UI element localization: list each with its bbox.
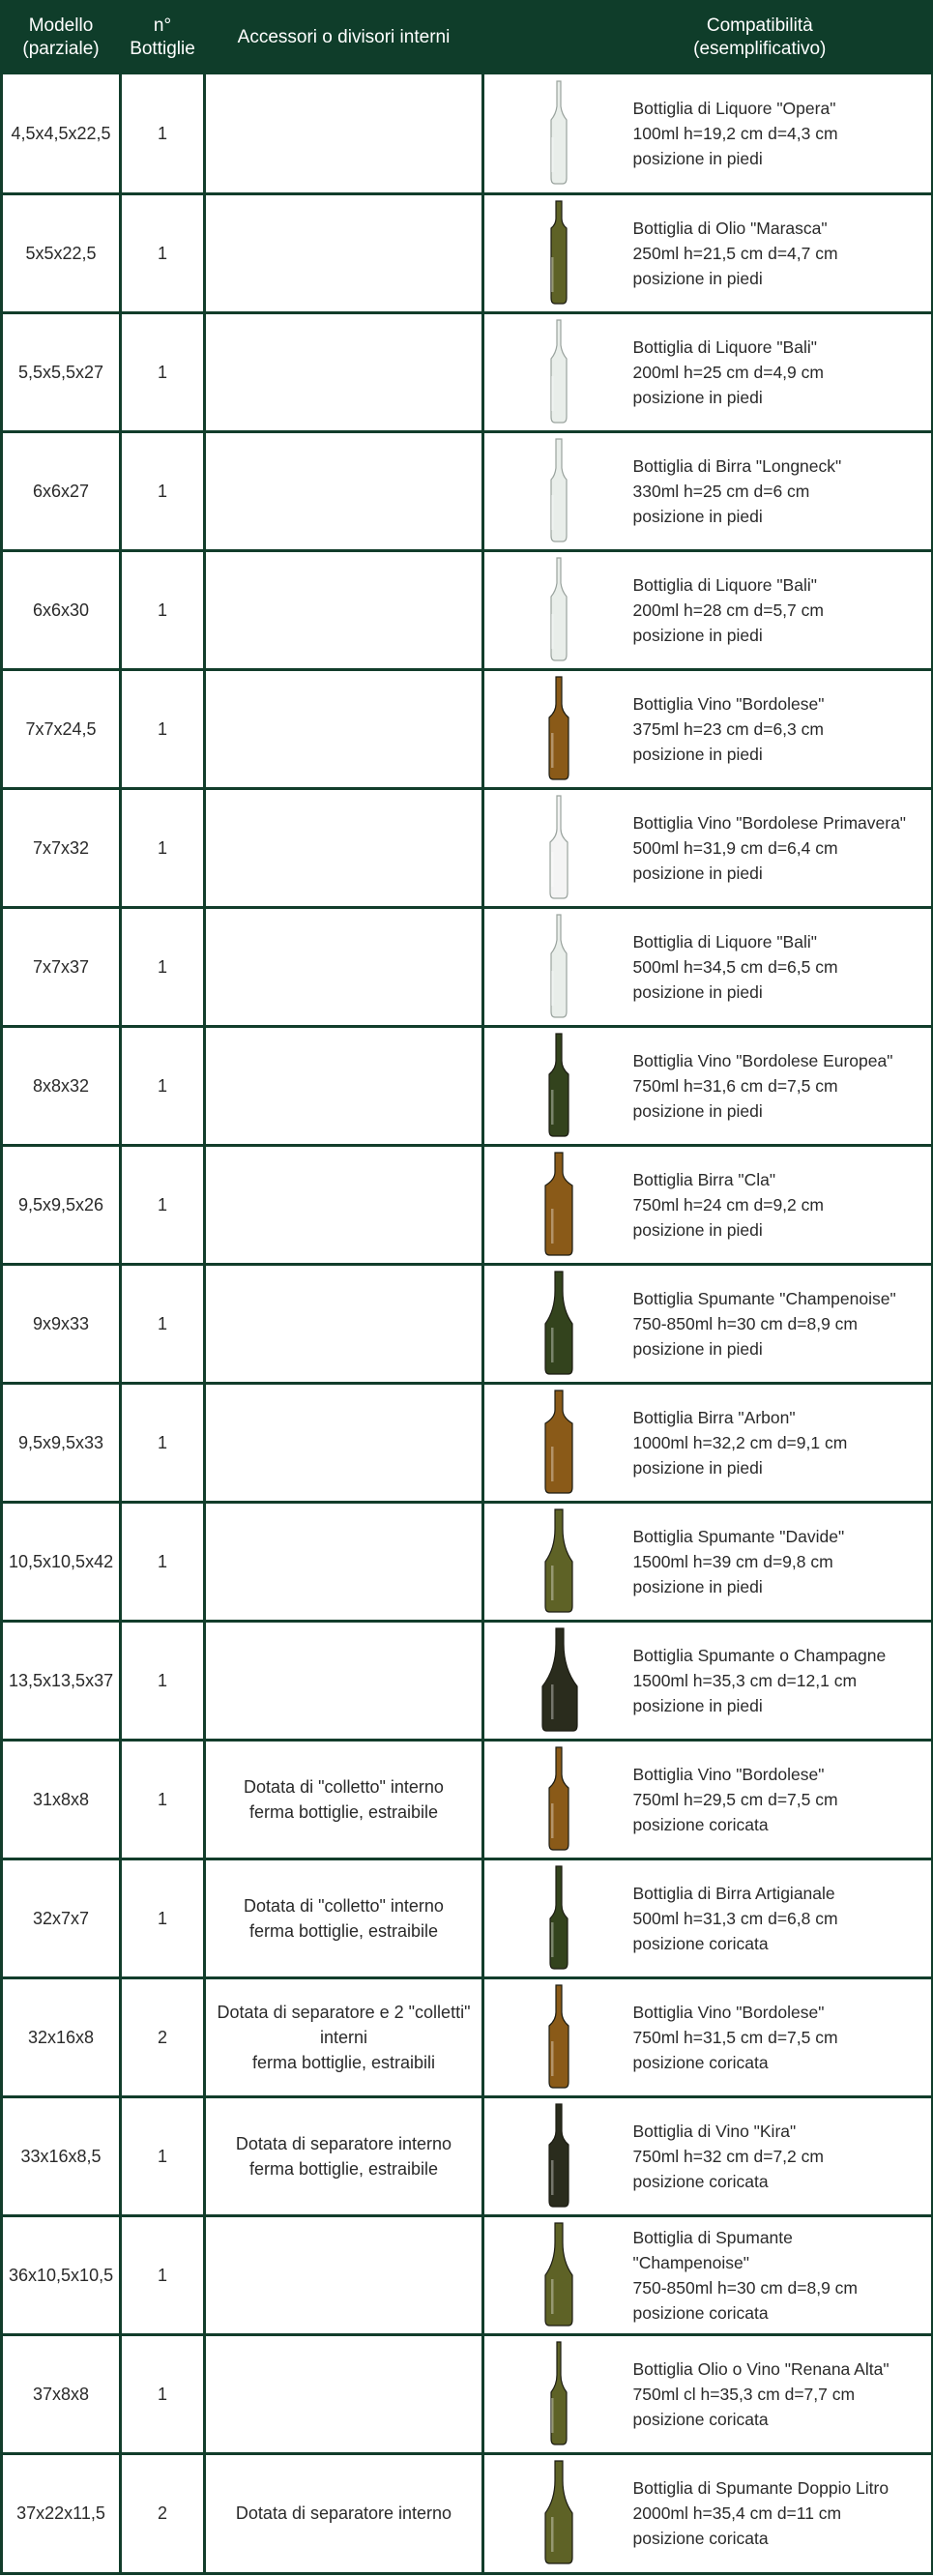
compatibility-description: Bottiglia Vino "Bordolese Primavera" 500ml h=31,9 cm d=6,4 cm posizione in piedi [633, 788, 933, 907]
table-row [2, 74, 933, 193]
craft-beer-bottle-icon [538, 1864, 580, 1973]
count-cell: 1 [121, 1621, 205, 1740]
count-cell: 1 [121, 312, 205, 431]
model-cell: 31x8x8 [2, 1740, 121, 1859]
table-row [2, 669, 933, 788]
table-row [2, 550, 933, 669]
sparkling-bottle-icon [538, 1508, 580, 1616]
compatibility-description: Bottiglia Vino "Bordolese" 750ml h=31,5 cm d=7,5 cm posizione coricata [633, 1977, 933, 2096]
model-cell: 9,5x9,5x26 [2, 1145, 121, 1264]
compatibility-description: Bottiglia di Spumante Doppio Litro 2000ml h=35,4 cm d=11 cm posizione coricata [633, 2453, 933, 2573]
accessories-cell [205, 788, 483, 907]
model-cell: 5x5x22,5 [2, 193, 121, 312]
accessories-cell [205, 550, 483, 669]
accessories-cell: Dotata di separatore e 2 "colletti" interni ferma bottiglie, estraibili [205, 1977, 483, 2096]
bottle-image-cell [483, 74, 633, 193]
accessories-cell [205, 312, 483, 431]
accessories-cell [205, 1383, 483, 1502]
bottle-image-cell [483, 312, 633, 431]
compatibility-description: Bottiglia di Birra "Longneck" 330ml h=25 cm d=6 cm posizione in piedi [633, 431, 933, 550]
table-row [2, 312, 933, 431]
count-cell: 1 [121, 1145, 205, 1264]
table-row [2, 1264, 933, 1383]
accessories-cell [205, 1621, 483, 1740]
table-row [2, 193, 933, 312]
accessories-cell [205, 907, 483, 1026]
champagne-bottle-icon [538, 1626, 580, 1735]
table-row [2, 1740, 933, 1859]
bottle-image-cell [483, 1026, 633, 1145]
bottle-image-cell [483, 1383, 633, 1502]
accessories-cell [205, 431, 483, 550]
compatibility-description: Bottiglia Olio o Vino "Renana Alta" 750ml cl h=35,3 cm d=7,7 cm posizione coricata [633, 2334, 933, 2453]
sparkling-bottle-icon [538, 2459, 580, 2567]
model-cell: 13,5x13,5x37 [2, 1621, 121, 1740]
bottle-image-cell [483, 1502, 633, 1621]
tall-wine-bottle-icon [538, 2340, 580, 2448]
bottle-image-cell [483, 788, 633, 907]
clear-liquor-bottle-icon [538, 79, 580, 188]
accessories-cell [205, 1264, 483, 1383]
compatibility-description: Bottiglia di Liquore "Bali" 500ml h=34,5 cm d=6,5 cm posizione in piedi [633, 907, 933, 1026]
header-model: Modello (parziale) [2, 0, 121, 74]
model-cell: 6x6x27 [2, 431, 121, 550]
model-cell: 7x7x24,5 [2, 669, 121, 788]
table-row [2, 2334, 933, 2453]
compatibility-description: Bottiglia di Liquore "Bali" 200ml h=25 cm d=4,9 cm posizione in piedi [633, 312, 933, 431]
bottle-image-cell [483, 1977, 633, 2096]
table-row [2, 1383, 933, 1502]
bottle-image-cell [483, 550, 633, 669]
accessories-cell: Dotata di separatore interno ferma bottiglie, estraibile [205, 2096, 483, 2215]
count-cell: 1 [121, 2215, 205, 2334]
beer-bottle-icon [538, 1151, 580, 1259]
wine-bottle-icon [538, 1983, 580, 2092]
count-cell: 1 [121, 1264, 205, 1383]
model-cell: 37x8x8 [2, 2334, 121, 2453]
header-compatibility: Compatibilità (esemplificativo) [483, 0, 933, 74]
beer-bottle-icon [538, 1389, 580, 1497]
table-header [2, 0, 933, 74]
model-cell: 7x7x37 [2, 907, 121, 1026]
compatibility-description: Bottiglia Vino "Bordolese Europea" 750ml h=31,6 cm d=7,5 cm posizione in piedi [633, 1026, 933, 1145]
model-cell: 5,5x5,5x27 [2, 312, 121, 431]
count-cell: 1 [121, 193, 205, 312]
model-cell: 6x6x30 [2, 550, 121, 669]
table-row [2, 907, 933, 1026]
table-row [2, 1145, 933, 1264]
accessories-cell [205, 74, 483, 193]
count-cell: 2 [121, 1977, 205, 2096]
count-cell: 1 [121, 74, 205, 193]
table-row [2, 1026, 933, 1145]
wine-bottle-icon [538, 1032, 580, 1140]
count-cell: 1 [121, 1026, 205, 1145]
table-row [2, 2096, 933, 2215]
accessories-cell [205, 1026, 483, 1145]
accessories-cell [205, 193, 483, 312]
count-cell: 1 [121, 550, 205, 669]
compatibility-description: Bottiglia Spumante o Champagne 1500ml h=35,3 cm d=12,1 cm posizione in piedi [633, 1621, 933, 1740]
table-row [2, 1977, 933, 2096]
count-cell: 1 [121, 2096, 205, 2215]
wine-bottle-icon [538, 675, 580, 783]
model-cell: 4,5x4,5x22,5 [2, 74, 121, 193]
count-cell: 1 [121, 1383, 205, 1502]
model-cell: 7x7x32 [2, 788, 121, 907]
bottle-image-cell [483, 1145, 633, 1264]
bottle-image-cell [483, 193, 633, 312]
accessories-cell [205, 2215, 483, 2334]
clear-beer-bottle-icon [538, 437, 580, 545]
model-cell: 8x8x32 [2, 1026, 121, 1145]
table-row [2, 1859, 933, 1977]
accessories-cell: Dotata di "colletto" interno ferma bottiglie, estraibile [205, 1740, 483, 1859]
bottle-image-cell [483, 2215, 633, 2334]
compatibility-description: Bottiglia di Liquore "Bali" 200ml h=28 cm d=5,7 cm posizione in piedi [633, 550, 933, 669]
compatibility-description: Bottiglia Spumante "Champenoise" 750-850ml h=30 cm d=8,9 cm posizione in piedi [633, 1264, 933, 1383]
compatibility-description: Bottiglia Spumante "Davide" 1500ml h=39 cm d=9,8 cm posizione in piedi [633, 1502, 933, 1621]
model-cell: 10,5x10,5x42 [2, 1502, 121, 1621]
table-row [2, 1502, 933, 1621]
accessories-cell [205, 2334, 483, 2453]
table-row [2, 2453, 933, 2573]
oil-bottle-icon [538, 199, 580, 307]
compatibility-description: Bottiglia Vino "Bordolese" 375ml h=23 cm d=6,3 cm posizione in piedi [633, 669, 933, 788]
compatibility-description: Bottiglia Birra "Arbon" 1000ml h=32,2 cm d=9,1 cm posizione in piedi [633, 1383, 933, 1502]
bottle-image-cell [483, 1740, 633, 1859]
count-cell: 1 [121, 431, 205, 550]
compatibility-description: Bottiglia Vino "Bordolese" 750ml h=29,5 cm d=7,5 cm posizione coricata [633, 1740, 933, 1859]
accessories-cell [205, 1502, 483, 1621]
model-cell: 32x16x8 [2, 1977, 121, 2096]
bottle-image-cell [483, 2334, 633, 2453]
accessories-cell [205, 669, 483, 788]
count-cell: 1 [121, 669, 205, 788]
sparkling-bottle-icon [538, 1270, 580, 1378]
accessories-cell [205, 1145, 483, 1264]
compatibility-description: Bottiglia di Liquore "Opera" 100ml h=19,2 cm d=4,3 cm posizione in piedi [633, 74, 933, 193]
count-cell: 1 [121, 1859, 205, 1977]
compatibility-description: Bottiglia di Birra Artigianale 500ml h=31,3 cm d=6,8 cm posizione coricata [633, 1859, 933, 1977]
bottle-image-cell [483, 1621, 633, 1740]
bottle-image-cell [483, 1859, 633, 1977]
compatibility-description: Bottiglia Birra "Cla" 750ml h=24 cm d=9,2 cm posizione in piedi [633, 1145, 933, 1264]
model-cell: 36x10,5x10,5 [2, 2215, 121, 2334]
count-cell: 1 [121, 2334, 205, 2453]
wine-bottle-icon [538, 2102, 580, 2210]
clear-liquor-bottle-icon [538, 318, 580, 426]
table-body [2, 74, 933, 2573]
model-cell: 37x22x11,5 [2, 2453, 121, 2573]
model-cell: 9,5x9,5x33 [2, 1383, 121, 1502]
compatibility-description: Bottiglia di Vino "Kira" 750ml h=32 cm d=7,2 cm posizione coricata [633, 2096, 933, 2215]
compatibility-description: Bottiglia di Olio "Marasca" 250ml h=21,5 cm d=4,7 cm posizione in piedi [633, 193, 933, 312]
model-cell: 32x7x7 [2, 1859, 121, 1977]
flint-wine-bottle-icon [538, 794, 580, 902]
accessories-cell: Dotata di "colletto" interno ferma bottiglie, estraibile [205, 1859, 483, 1977]
bottle-image-cell [483, 907, 633, 1026]
header-count: n° Bottiglie [121, 0, 205, 74]
count-cell: 2 [121, 2453, 205, 2573]
bottle-image-cell [483, 2096, 633, 2215]
count-cell: 1 [121, 1502, 205, 1621]
table-row [2, 2215, 933, 2334]
bottle-image-cell [483, 431, 633, 550]
table-row [2, 788, 933, 907]
bottle-image-cell [483, 669, 633, 788]
accessories-cell: Dotata di separatore interno [205, 2453, 483, 2573]
count-cell: 1 [121, 788, 205, 907]
bottle-image-cell [483, 2453, 633, 2573]
sparkling-bottle-icon [538, 2221, 580, 2329]
clear-liquor-bottle-icon [538, 913, 580, 1021]
header-accessories: Accessori o divisori interni [205, 0, 483, 74]
wine-bottle-icon [538, 1745, 580, 1854]
compatibility-description: Bottiglia di Spumante "Champenoise" 750-850ml h=30 cm d=8,9 cm posizione coricata [633, 2215, 933, 2334]
table-row [2, 1621, 933, 1740]
model-cell: 9x9x33 [2, 1264, 121, 1383]
bottle-image-cell [483, 1264, 633, 1383]
count-cell: 1 [121, 1740, 205, 1859]
table-row [2, 431, 933, 550]
clear-liquor-bottle-icon [538, 556, 580, 664]
model-cell: 33x16x8,5 [2, 2096, 121, 2215]
count-cell: 1 [121, 907, 205, 1026]
